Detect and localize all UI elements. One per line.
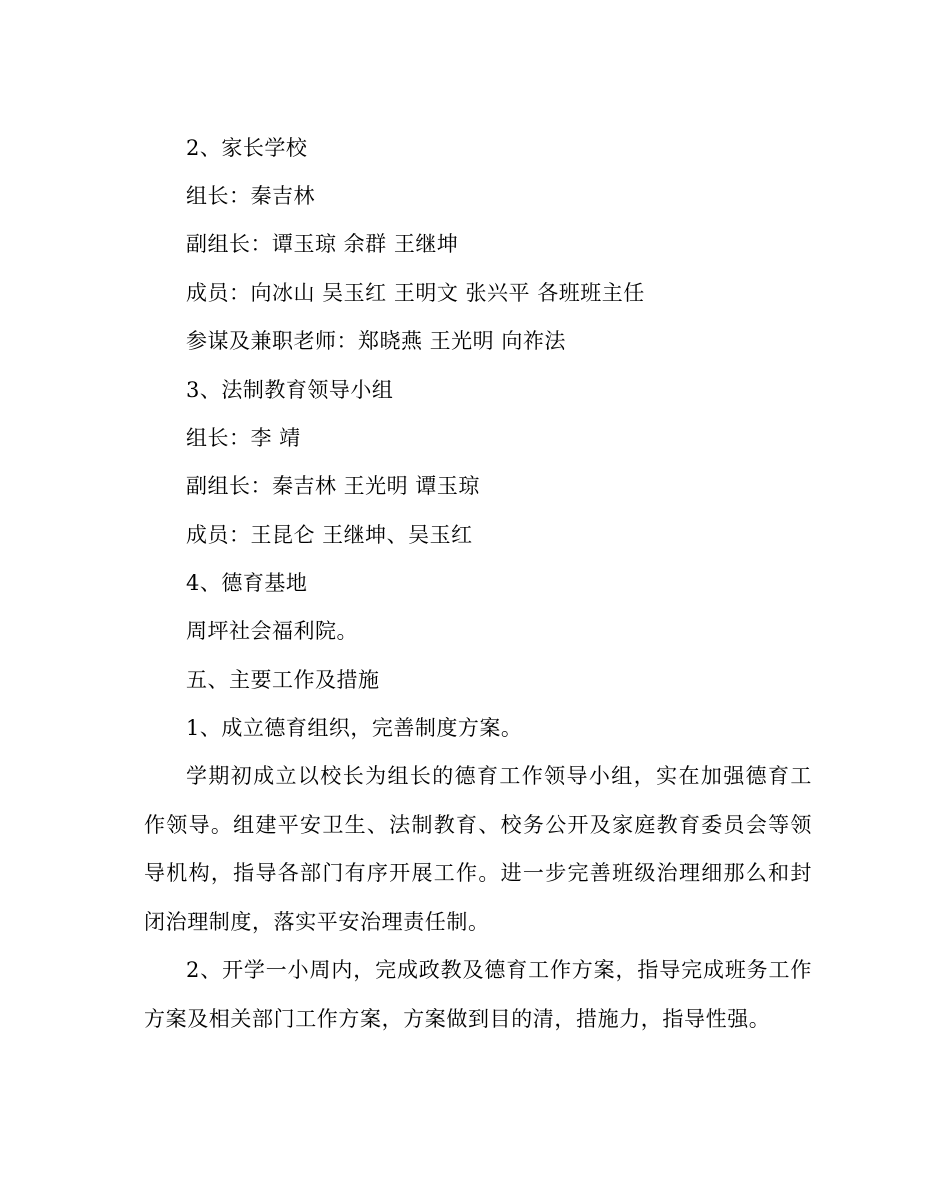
moral-base-line: 周坪社会福利院。 xyxy=(186,619,358,643)
paragraph-work-plan: 2、开学一小周内，完成政教及德育工作方案，指导完成班务工作方案及相关部门工作方案，方案做到目的清，措施力，指导性强。 xyxy=(144,958,812,1031)
advisors-line: 参谋及兼职老师：郑晓燕 王光明 向祚法 xyxy=(186,329,566,353)
paragraph-organization: 学期初成立以校长为组长的德育工作领导小组，实在加强德育工作领导。组建平安卫生、法制教育、校务公开及家庭教育委员会等领导机构，指导各部门有序开展工作。进一步完善班级治理细那么和封闭治理制度，落实平安治理责任制。 xyxy=(144,764,812,934)
section-heading-moral-base: 4、德育基地 xyxy=(186,571,308,595)
members-line: 成员：向冰山 吴玉红 王明文 张兴平 各班班主任 xyxy=(186,281,645,305)
legal-members-line: 成员：王昆仑 王继坤、吴玉红 xyxy=(186,523,473,547)
legal-deputy-leader-line: 副组长：秦吉林 王光明 谭玉琼 xyxy=(186,474,480,498)
section-heading-legal-education: 3、法制教育领导小组 xyxy=(186,378,394,402)
group-leader-line: 组长：秦吉林 xyxy=(186,184,315,208)
legal-group-leader-line: 组长：李 靖 xyxy=(186,426,301,450)
deputy-leader-line: 副组长：谭玉琼 余群 王继坤 xyxy=(186,232,459,256)
subheading-establish-organization: 1、成立德育组织，完善制度方案。 xyxy=(186,716,523,740)
section-heading-main-work: 五、主要工作及措施 xyxy=(186,668,380,692)
section-heading-parent-school: 2、家长学校 xyxy=(186,136,308,160)
